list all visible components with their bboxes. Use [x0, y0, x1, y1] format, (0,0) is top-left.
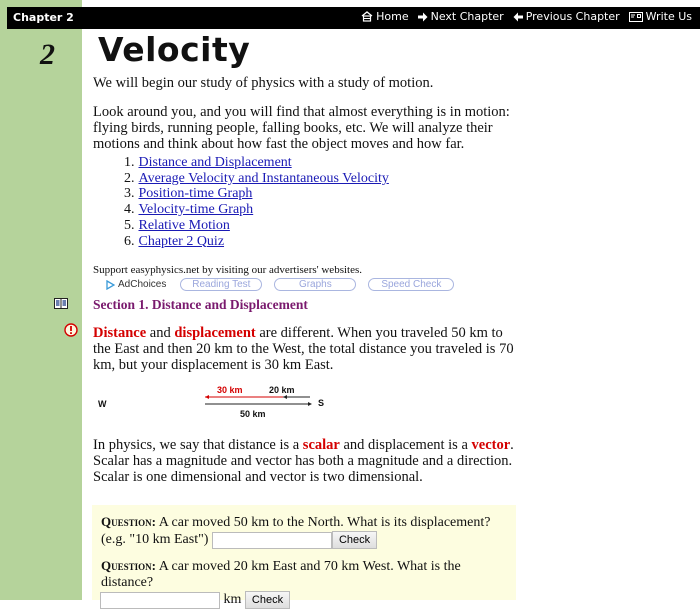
- toc-number: 4.: [124, 202, 135, 218]
- chapter-number: 2: [40, 38, 55, 71]
- toc-number: 2.: [124, 170, 135, 186]
- scalar-vector-paragraph: [93, 437, 523, 485]
- diagram-arrows: [95, 383, 335, 423]
- support-text: Support easyphysics.net by visiting our advertisers' websites.: [93, 264, 363, 276]
- book-icon: [54, 298, 68, 309]
- top-nav: [361, 10, 692, 23]
- toc-item: [124, 218, 389, 234]
- arrow-left-icon: [513, 12, 523, 22]
- question-hint: (e.g. "10 km East"): [101, 532, 209, 548]
- displacement-diagram: [95, 383, 335, 423]
- diagram-20km-label: 20 km: [269, 385, 295, 395]
- ad-link-reading-test[interactable]: Reading Test: [180, 278, 262, 291]
- warning-icon: [64, 323, 78, 337]
- intro-paragraph-1: We will begin our study of physics with a study of motion.: [93, 75, 434, 91]
- ad-row: [106, 278, 466, 291]
- distance-displacement-paragraph: [93, 325, 523, 373]
- diagram-50km-label: 50 km: [240, 409, 266, 419]
- adchoices-label: AdChoices: [118, 279, 167, 290]
- nav-previous-chapter-label: Previous Chapter: [525, 10, 620, 23]
- diagram-30km-label: 30 km: [217, 385, 243, 395]
- text-part: and displacement is a: [339, 437, 472, 453]
- term-vector: vector: [471, 437, 511, 453]
- question-2: [101, 558, 516, 609]
- toc-item: [124, 171, 389, 187]
- question-1-check-button[interactable]: Check: [332, 531, 377, 549]
- text-and: and: [146, 325, 175, 341]
- toc-item: [124, 186, 389, 202]
- ad-link-graphs[interactable]: Graphs: [274, 278, 356, 291]
- home-icon: [361, 11, 373, 22]
- question-box: [92, 505, 516, 608]
- table-of-contents: [124, 155, 389, 249]
- text-part: In physics, we say that distance is a: [93, 437, 303, 453]
- nav-next-chapter-link[interactable]: [418, 10, 504, 23]
- question-label: Question:: [101, 558, 156, 573]
- text-part: . Scalar has a magnitude and vector has both a magnitude and a direction. Scalar is one dimensional and vector is two dimensional.: [93, 437, 514, 485]
- page-title: Velocity: [98, 30, 251, 69]
- unit-label: km: [223, 592, 242, 608]
- question-1: [101, 514, 490, 549]
- question-text: A car moved 50 km to the North. What is its displacement?: [155, 515, 491, 530]
- mail-icon: [629, 12, 643, 22]
- toc-item: [124, 234, 389, 250]
- nav-home-label: Home: [376, 10, 409, 23]
- sidebar: [0, 0, 82, 600]
- nav-write-us-label: Write Us: [645, 10, 692, 23]
- question-1-answer-input[interactable]: [212, 532, 332, 549]
- diagram-west-label: W: [98, 399, 107, 409]
- nav-next-chapter-label: Next Chapter: [430, 10, 504, 23]
- adchoices-icon: [106, 280, 115, 290]
- section-title: Section 1. Distance and Displacement: [93, 297, 308, 312]
- question-text: A car moved 20 km East and 70 km West. What is the distance?: [101, 559, 461, 590]
- toc-item: [124, 202, 389, 218]
- chapter-label: Chapter 2: [13, 11, 74, 24]
- diagram-east-label: S: [318, 398, 325, 408]
- arrow-right-icon: [418, 12, 428, 22]
- toc-link-average-velocity[interactable]: Average Velocity and Instantaneous Velocity: [138, 170, 389, 186]
- intro-paragraph-2: Look around you, and you will find that almost everything is in motion: flying birds, running people, falling books, etc. We will analyze their motions and think about how fast the object moves and how far.: [93, 104, 510, 152]
- question-label: Question:: [101, 514, 156, 529]
- toc-link-chapter-quiz[interactable]: Chapter 2 Quiz: [138, 233, 225, 249]
- question-2-check-button[interactable]: Check: [245, 591, 290, 609]
- term-displacement: displacement: [174, 325, 256, 341]
- top-bar: [7, 7, 700, 29]
- toc-number: 3.: [124, 186, 135, 202]
- nav-write-us-link[interactable]: [629, 10, 692, 23]
- question-2-answer-input[interactable]: [100, 592, 220, 609]
- toc-item: [124, 155, 389, 171]
- toc-number: 5.: [124, 217, 135, 233]
- toc-link-distance-displacement[interactable]: Distance and Displacement: [138, 155, 292, 170]
- toc-link-velocity-time-graph[interactable]: Velocity-time Graph: [138, 202, 254, 218]
- ad-link-speed-check[interactable]: Speed Check: [368, 278, 454, 291]
- toc-number: 6.: [124, 233, 135, 249]
- adchoices-link[interactable]: [106, 279, 166, 290]
- term-scalar: scalar: [302, 437, 340, 453]
- nav-home-link[interactable]: [361, 10, 408, 23]
- paragraph-rest: are different. When you traveled 50 km to the East and then 20 km to the West, the total distance you traveled is 70 km, but your displacement is 30 km East.: [93, 325, 514, 373]
- term-distance: Distance: [93, 325, 147, 341]
- toc-link-relative-motion[interactable]: Relative Motion: [138, 217, 230, 233]
- toc-number: 1.: [124, 155, 135, 170]
- toc-link-position-time-graph[interactable]: Position-time Graph: [138, 186, 253, 202]
- nav-previous-chapter-link[interactable]: [513, 10, 620, 23]
